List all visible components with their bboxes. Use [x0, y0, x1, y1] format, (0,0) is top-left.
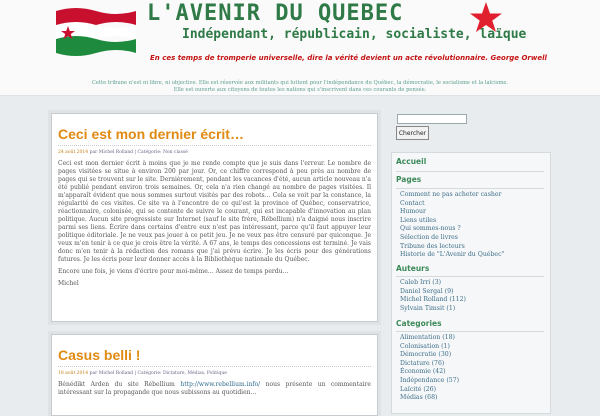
post-body	[58, 381, 371, 401]
sidebar-divider	[396, 171, 544, 172]
sidebar-page-link[interactable]: Sélection de livres	[400, 233, 458, 241]
post-paragraph	[58, 381, 371, 397]
sidebar-category-link[interactable]: Économie (42)	[400, 368, 446, 376]
sidebar-page-link[interactable]: Liens utiles	[400, 216, 437, 224]
sidebar-author-link[interactable]: Sylvain Timsit (1)	[400, 304, 456, 312]
sidebar-category-link[interactable]: Alimentation (18)	[400, 334, 455, 341]
sidebar-page-link[interactable]: Qui sommes-nous ?	[400, 225, 461, 233]
sidebar-page-link[interactable]: Comment ne pas acheter casher	[400, 191, 502, 198]
sidebar	[391, 152, 551, 414]
sidebar-pages-list	[400, 191, 504, 260]
sidebar-heading-pages: Pages	[396, 175, 422, 184]
post-meta	[58, 371, 227, 376]
sidebar-category-link[interactable]: Laïcité (26)	[400, 385, 437, 393]
intro-line-1: Cette tribune n'est ni libre, ni objective. Elle est réservée aux militants qui luttent pour l'indépendance du Québec, la démocratie, le socialisme et la laïcisme.	[91, 80, 509, 86]
post-author-prefix: par	[89, 150, 98, 155]
sidebar-divider	[396, 188, 544, 189]
sidebar-page-link[interactable]: Historie de "L'Avenir du Québec"	[400, 251, 505, 259]
search-button[interactable]: Chercher	[396, 126, 429, 140]
sidebar-category-link[interactable]: Démocratie (30)	[400, 351, 452, 359]
sidebar-category-link[interactable]: Dictature (76)	[400, 359, 445, 367]
post-category-prefix: | Catégorie:	[134, 371, 162, 376]
post-category-link[interactable]: Dictature, Médias, Politique	[162, 371, 227, 376]
sidebar-category-link[interactable]: Indépendance (57)	[400, 376, 460, 384]
sidebar-author-link[interactable]: Daniel Sergal (9)	[400, 287, 454, 295]
post-paragraph: Encore une fois, je viens d'écrire pour moi-même… Assez de temps perdu…	[58, 268, 289, 275]
post-card	[51, 334, 378, 416]
site-title[interactable]: L'AVENIR DU QUEBEC	[147, 1, 404, 26]
post-category-link[interactable]: Non classé	[162, 150, 188, 155]
post-author-link[interactable]: Michel Rolland	[98, 150, 134, 155]
sidebar-page-link[interactable]: Contact	[400, 199, 425, 207]
sidebar-divider	[396, 331, 544, 332]
post-paragraph: Ceci est mon dernier écrit à moins que je me rende compte que je suis dans l'erreur. Le nombre de pages visitées se situe à environ 200 par jour. Or, ce chiffre correspond à peu près au nombre de pages qui se trouvent sur le site. Dernièrement, pendant les vacances d'été, aucun article nouveau n'a été publié pendant environ trois semaines. Or, cela n'a rien changé au nombre de pages visitées. Il m'apparaît évident que nous sommes surtout visités par des robots… Cela se voit par la constance, la régularité de ces visites. Ce site va à l'encontre de ce qui'est la province of Québec, conservatrice, réactionnaire, colonisée, qui se contente de suivre le courant, qui est incapable d'innovation au plan politique. Aucun site progressiste sur Internet (sauf le site frère, Rébellium) n'a daigné nous inscrire parmi ses liens. Écrire dans certains d'entre eux n'est pas intéressant, parce qu'il faut appuyer leur politique éditoriale. Je ne veux pas jouer à ce petit jeu. Je ne veux pas être censuré par quiconque. Je veux m'en tenir à ce que je crois être la vérité. A 67 ans, le temps des concessions est terminé. Je vais donc m'en tenir à la rédaction des romans que j'ai prévu écrire. Je les écris pour des générations futures. Je les écris pour leur donner accès à la Bibliothèque nationale du Québec.	[58, 160, 371, 263]
sidebar-category-link[interactable]: Médias (68)	[400, 394, 438, 402]
sidebar-page-link[interactable]: Tribune des lecteurs	[400, 242, 465, 250]
post-text: nous présente un commentaire intéressant sur la propagande que nous subissons au quotidien…	[58, 381, 371, 396]
rebellium-link[interactable]: http://www.rebellium.info/	[180, 381, 261, 388]
post-date: 24 août 2014	[58, 150, 89, 155]
post-signature: Michel	[58, 280, 79, 287]
red-star-icon	[469, 1, 503, 35]
post-author-prefix: par	[89, 371, 98, 376]
intro-text	[0, 80, 600, 94]
quebec-flag-icon	[54, 5, 138, 57]
post-title[interactable]: Ceci est mon dernier écrit…	[58, 126, 244, 142]
sidebar-category-link[interactable]: Colonisation (1)	[400, 342, 450, 350]
search-input[interactable]	[397, 114, 467, 124]
sidebar-authors-list	[400, 279, 466, 313]
post-divider	[58, 366, 371, 367]
sidebar-heading-authors: Auteurs	[396, 264, 430, 273]
sidebar-page-link[interactable]: Humour	[400, 208, 426, 216]
sidebar-author-link[interactable]: Caleb Irri (3)	[400, 279, 442, 286]
sidebar-divider	[396, 276, 544, 277]
post-date: 18 août 2014	[58, 371, 89, 376]
sidebar-author-link[interactable]: Michel Rolland (112)	[400, 296, 466, 304]
post-divider	[58, 145, 371, 146]
post-author-link[interactable]: Michel Rolland	[98, 371, 134, 376]
sidebar-heading-categories: Categories	[396, 319, 442, 328]
sidebar-categories-list	[400, 334, 459, 403]
sidebar-home-link[interactable]: Accueil	[396, 157, 427, 166]
intro-line-2: Elle est ouverte aux citoyens de toutes les nations qui s'inscrivent dans ces courants de pensée.	[173, 87, 427, 93]
post-card	[51, 113, 378, 322]
post-body	[58, 160, 371, 292]
orwell-quote: En ces temps de tromperie universelle, dire la vérité devient un acte révolutionnaire. George Orwell	[150, 54, 547, 62]
post-meta	[58, 150, 188, 155]
post-text: Bénédikt Arden du site Rébellium	[58, 381, 175, 388]
post-category-prefix: | Catégorie:	[134, 150, 162, 155]
site-tagline: Indépendant, républicain, socialiste, laïque	[182, 27, 527, 42]
post-title[interactable]: Casus belli !	[58, 347, 141, 363]
